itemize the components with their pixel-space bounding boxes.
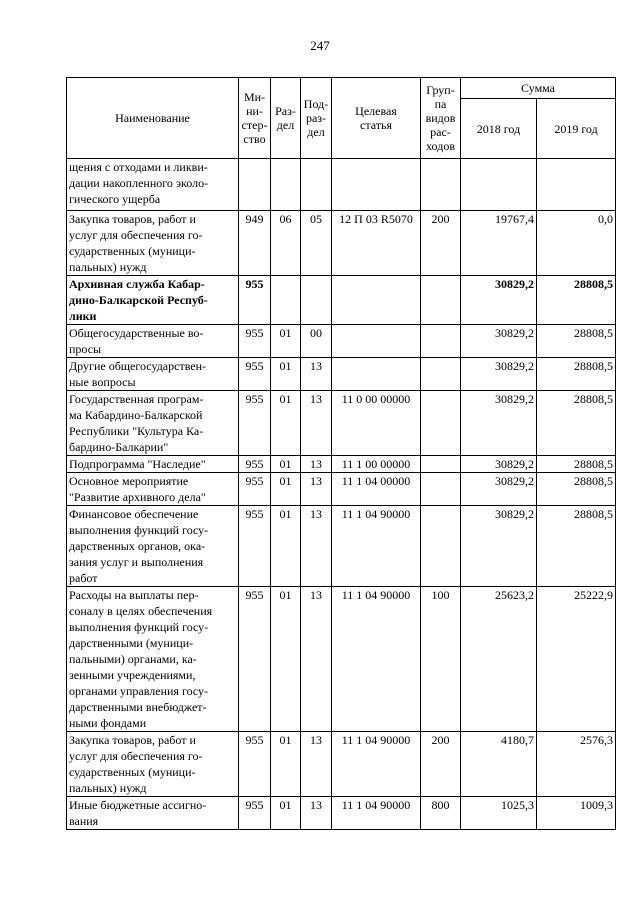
row-name-cell: Подпрограмма "Наследие" (67, 456, 239, 473)
row-group-cell (421, 159, 461, 211)
row-group-cell: 200 (421, 732, 461, 797)
table-row (67, 732, 616, 797)
row-sum-2018-cell: 30829,2 (461, 506, 537, 587)
row-group-cell: 200 (421, 211, 461, 276)
row-section-cell: 06 (271, 211, 301, 276)
row-sum-2019-cell: 28808,5 (537, 276, 616, 325)
table-body (67, 159, 616, 830)
row-name-cell: Архивная служба Кабар- дино-Балкарской Респуб- лики (67, 276, 239, 325)
row-name-cell: Государственная програм- ма Кабардино-Балкарской Республики "Культура Ка- бардино-Балкарии" (67, 391, 239, 456)
row-ministry-cell: 955 (239, 325, 271, 358)
row-sum-2019-cell (537, 159, 616, 211)
row-subsection-cell (301, 159, 332, 211)
row-sum-2018-cell: 4180,7 (461, 732, 537, 797)
row-sum-2018-cell: 19767,4 (461, 211, 537, 276)
row-target-cell: 11 1 00 00000 (332, 456, 421, 473)
row-target-cell (332, 276, 421, 325)
row-group-cell (421, 276, 461, 325)
row-section-cell: 01 (271, 587, 301, 732)
row-subsection-cell: 13 (301, 797, 332, 830)
row-subsection-cell: 13 (301, 506, 332, 587)
table-row (67, 797, 616, 830)
row-sum-2018-cell: 30829,2 (461, 473, 537, 506)
row-ministry-cell: 955 (239, 276, 271, 325)
table-row (67, 276, 616, 325)
row-target-cell: 11 1 04 90000 (332, 506, 421, 587)
header-year-2019: 2019 год (537, 99, 616, 159)
row-subsection-cell: 13 (301, 456, 332, 473)
row-ministry-cell: 955 (239, 391, 271, 456)
row-name-cell: Финансовое обеспечение выполнения функций госу- дарственных органов, ока- зания услуг и выполнения работ (67, 506, 239, 587)
table-row (67, 358, 616, 391)
row-subsection-cell (301, 276, 332, 325)
row-target-cell: 11 1 04 00000 (332, 473, 421, 506)
row-ministry-cell: 955 (239, 506, 271, 587)
header-target: Целевая статья (332, 78, 421, 159)
table-row (67, 456, 616, 473)
row-sum-2018-cell: 1025,3 (461, 797, 537, 830)
row-group-cell (421, 358, 461, 391)
row-section-cell: 01 (271, 473, 301, 506)
row-name-cell: Другие общегосударствен- ные вопросы (67, 358, 239, 391)
row-sum-2019-cell: 28808,5 (537, 506, 616, 587)
budget-table (66, 77, 616, 830)
row-group-cell (421, 506, 461, 587)
row-sum-2018-cell: 30829,2 (461, 391, 537, 456)
row-subsection-cell: 13 (301, 391, 332, 456)
row-target-cell: 11 1 04 90000 (332, 587, 421, 732)
table-row (67, 159, 616, 211)
row-name-cell: Закупка товаров, работ и услуг для обеспечения го- сударственных (муници- пальных) нужд (67, 211, 239, 276)
row-sum-2018-cell: 30829,2 (461, 276, 537, 325)
row-ministry-cell: 949 (239, 211, 271, 276)
row-section-cell: 01 (271, 456, 301, 473)
row-name-cell: Общегосударственные во- просы (67, 325, 239, 358)
row-ministry-cell (239, 159, 271, 211)
row-section-cell: 01 (271, 797, 301, 830)
row-target-cell (332, 358, 421, 391)
row-sum-2018-cell: 30829,2 (461, 358, 537, 391)
row-sum-2018-cell: 30829,2 (461, 456, 537, 473)
row-ministry-cell: 955 (239, 358, 271, 391)
row-subsection-cell: 13 (301, 358, 332, 391)
row-section-cell: 01 (271, 391, 301, 456)
row-subsection-cell: 00 (301, 325, 332, 358)
row-name-cell: щения с отходами и ликви- дации накопленного эколо- гического ущерба (67, 159, 239, 211)
header-ministry: Ми- ни- стер- ство (239, 78, 271, 159)
row-target-cell: 12 П 03 R5070 (332, 211, 421, 276)
row-group-cell (421, 391, 461, 456)
row-subsection-cell: 13 (301, 473, 332, 506)
row-section-cell (271, 159, 301, 211)
row-group-cell: 100 (421, 587, 461, 732)
row-target-cell (332, 159, 421, 211)
row-name-cell: Закупка товаров, работ и услуг для обеспечения го- сударственных (муници- пальных) нужд (67, 732, 239, 797)
header-sum: Сумма (461, 78, 616, 99)
row-subsection-cell: 05 (301, 211, 332, 276)
row-ministry-cell: 955 (239, 473, 271, 506)
row-subsection-cell: 13 (301, 732, 332, 797)
table-row (67, 325, 616, 358)
header-section: Раз- дел (271, 78, 301, 159)
row-sum-2019-cell: 28808,5 (537, 358, 616, 391)
row-ministry-cell: 955 (239, 456, 271, 473)
header-group: Груп- па видов рас- ходов (421, 78, 461, 159)
row-sum-2019-cell: 28808,5 (537, 325, 616, 358)
row-name-cell: Основное мероприятие "Развитие архивного дела" (67, 473, 239, 506)
row-ministry-cell: 955 (239, 797, 271, 830)
row-section-cell: 01 (271, 325, 301, 358)
row-sum-2019-cell: 28808,5 (537, 456, 616, 473)
row-group-cell (421, 456, 461, 473)
row-sum-2019-cell: 1009,3 (537, 797, 616, 830)
page-number: 247 (310, 38, 330, 53)
row-section-cell (271, 276, 301, 325)
row-target-cell (332, 325, 421, 358)
row-sum-2019-cell: 2576,3 (537, 732, 616, 797)
row-group-cell: 800 (421, 797, 461, 830)
row-subsection-cell: 13 (301, 587, 332, 732)
row-section-cell: 01 (271, 506, 301, 587)
table-row (67, 391, 616, 456)
row-name-cell: Расходы на выплаты пер- соналу в целях обеспечения выполнения функций госу- дарственными (муници- пальными) органами, ка- зенными учреждениями, органами управления госу- дарственными внебюджет- ными фондами (67, 587, 239, 732)
row-sum-2018-cell: 30829,2 (461, 325, 537, 358)
row-ministry-cell: 955 (239, 587, 271, 732)
table-row (67, 473, 616, 506)
row-target-cell: 11 1 04 90000 (332, 732, 421, 797)
row-sum-2019-cell: 0,0 (537, 211, 616, 276)
row-target-cell: 11 0 00 00000 (332, 391, 421, 456)
row-group-cell (421, 473, 461, 506)
row-section-cell: 01 (271, 358, 301, 391)
table-row (67, 506, 616, 587)
header-subsection: Под- раз- дел (301, 78, 332, 159)
header-name: Наименование (67, 78, 239, 159)
row-name-cell: Иные бюджетные ассигно- вания (67, 797, 239, 830)
header-year-2018: 2018 год (461, 99, 537, 159)
row-sum-2019-cell: 25222,9 (537, 587, 616, 732)
row-group-cell (421, 325, 461, 358)
row-sum-2018-cell: 25623,2 (461, 587, 537, 732)
row-ministry-cell: 955 (239, 732, 271, 797)
row-sum-2019-cell: 28808,5 (537, 473, 616, 506)
row-target-cell: 11 1 04 90000 (332, 797, 421, 830)
table-row (67, 587, 616, 732)
row-section-cell: 01 (271, 732, 301, 797)
row-sum-2018-cell (461, 159, 537, 211)
row-sum-2019-cell: 28808,5 (537, 391, 616, 456)
table-row (67, 211, 616, 276)
